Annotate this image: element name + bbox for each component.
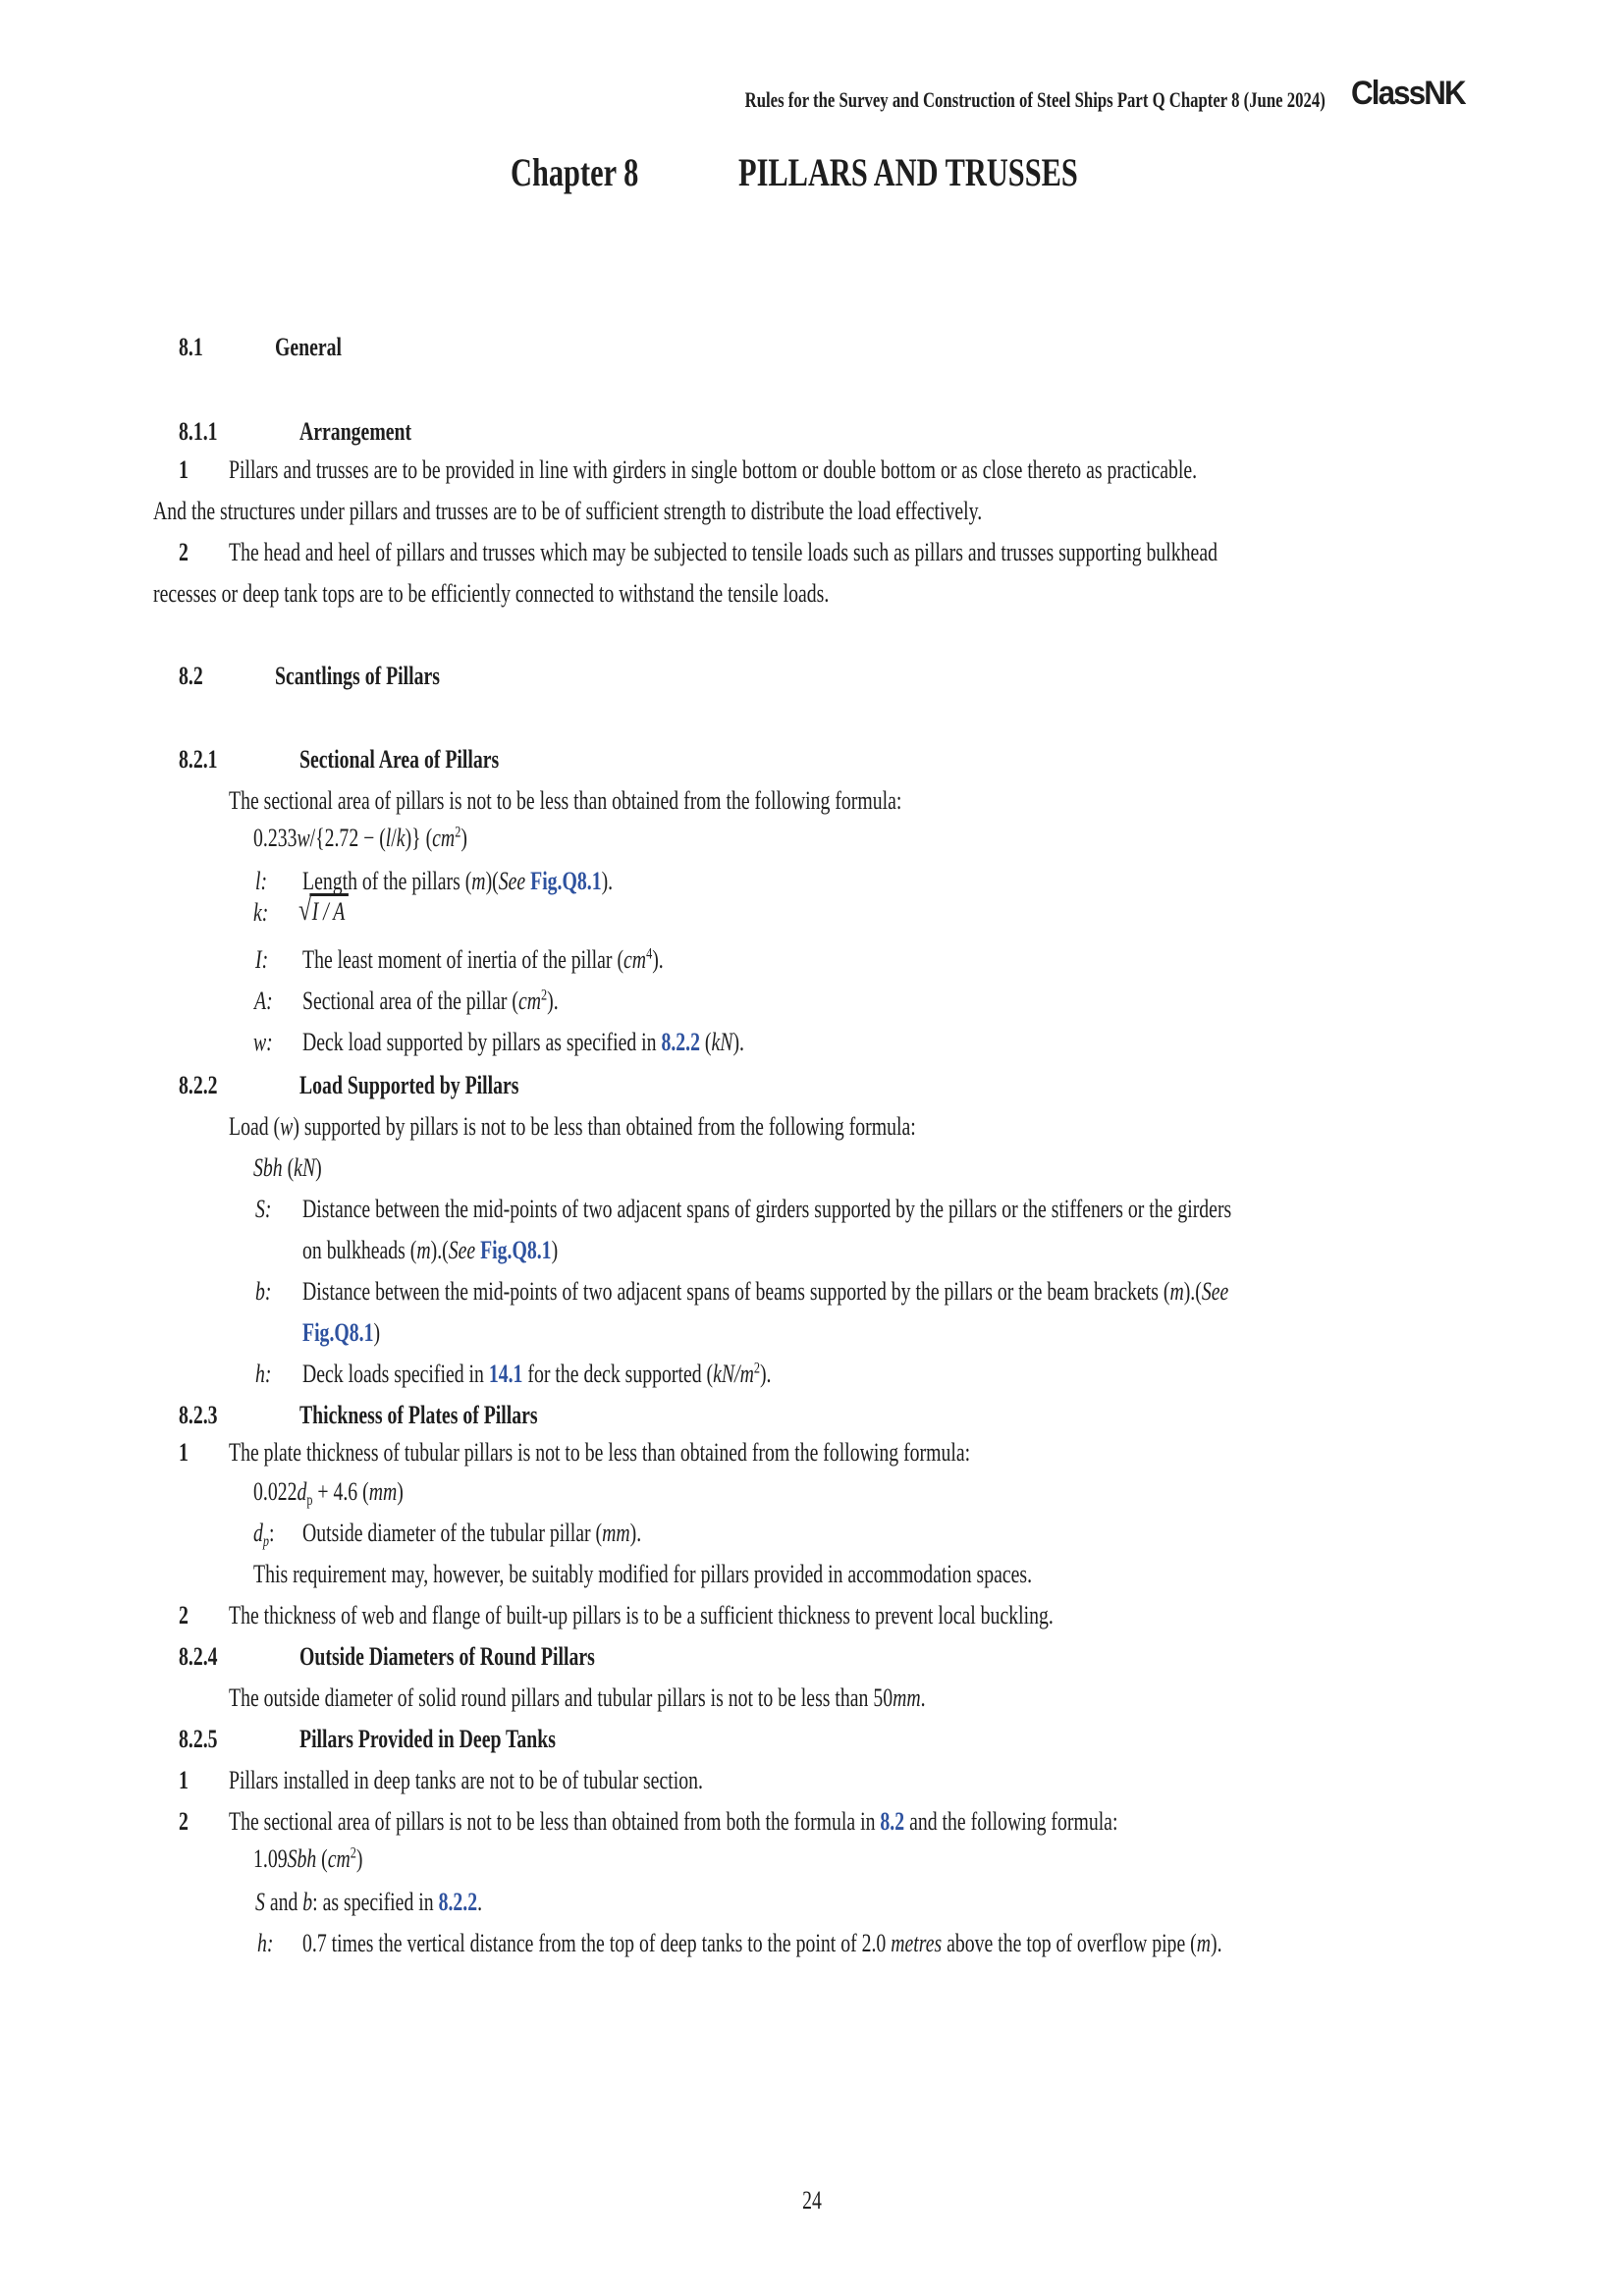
def-l-label: l: xyxy=(255,867,268,895)
def-I-label: I: xyxy=(255,945,269,974)
def-b-line2 xyxy=(302,1317,405,1349)
text-run: ( xyxy=(699,1028,712,1056)
text-run: ) xyxy=(315,1153,322,1182)
heading-8-1-title: General xyxy=(275,333,343,361)
def-S-line2 xyxy=(302,1235,638,1266)
text-run: above the top of overflow pipe ( xyxy=(942,1929,1197,1957)
text-run: on bulkheads ( xyxy=(302,1236,417,1264)
def-I-text xyxy=(302,944,778,976)
para-8-1-1-2-line1: The head and heel of pillars and trusses which may be subjected to tensile loads such as pillars and trusses supporting bulkhead xyxy=(229,538,1218,566)
text-run: ) xyxy=(373,1318,381,1347)
text-run: ) xyxy=(355,1844,363,1873)
var-w: w xyxy=(297,824,310,852)
heading-8-2-1-title: Sectional Area of Pillars xyxy=(299,745,500,774)
var-sbh: Sbh xyxy=(253,1153,283,1182)
text-run: )( xyxy=(485,867,499,895)
var-w: w xyxy=(280,1112,294,1141)
text-run: and xyxy=(264,1888,303,1916)
def-k-sqrt xyxy=(298,893,364,928)
text-run: ).( xyxy=(430,1236,449,1264)
heading-8-1-number: 8.1 xyxy=(179,333,203,361)
def-h2-label: h: xyxy=(257,1929,274,1957)
heading-8-2-3-title: Thickness of Plates of Pillars xyxy=(299,1401,538,1429)
def-h-label: h: xyxy=(255,1360,272,1388)
heading-8-2-2-title: Load Supported by Pillars xyxy=(299,1071,519,1099)
chapter-name: PILLARS AND TRUSSES xyxy=(738,150,1078,194)
heading-8-2-title: Scantlings of Pillars xyxy=(275,662,440,690)
text-run: /{2.72 − ( xyxy=(309,824,386,852)
def-A-label: A: xyxy=(254,987,273,1015)
text-run: Outside diameter of the tubular pillar ( xyxy=(302,1519,603,1547)
unit-kn: kN xyxy=(711,1028,733,1056)
formula-sectional-area xyxy=(253,823,535,854)
superscript: 2 xyxy=(455,824,461,841)
def-h2-text xyxy=(302,1928,1512,1959)
heading-8-2-4-title: Outside Diameters of Round Pillars xyxy=(299,1642,595,1671)
def-w-label: w: xyxy=(253,1028,273,1056)
def-S-b-text xyxy=(255,1887,554,1918)
def-b-label: b: xyxy=(255,1277,272,1306)
running-header-text: Rules for the Survey and Construction of Steel Ships Part Q Chapter 8 (June 2024) xyxy=(744,87,1326,112)
def-b-line1 xyxy=(302,1276,1521,1308)
para-8-1-1-1-line2: And the structures under pillars and trusses are to be of sufficient strength to distribute the load effectively. xyxy=(153,497,983,525)
para-8-2-3-note: This requirement may, however, be suitably modified for pillars provided in accommodation spaces. xyxy=(253,1560,1033,1588)
text-run: 0.7 times the vertical distance from the top of deep tanks to the point of 2.0 xyxy=(302,1929,892,1957)
def-dp-label xyxy=(253,1518,281,1549)
text-run: 0.233 xyxy=(253,824,298,852)
para-8-2-5-2-text xyxy=(229,1806,1398,1838)
text-run: Deck loads specified in xyxy=(302,1360,489,1388)
heading-8-2-2-number: 8.2.2 xyxy=(179,1071,218,1099)
text-run: ) xyxy=(460,824,467,852)
var-sbh: Sbh xyxy=(287,1844,317,1873)
subscript-p: p xyxy=(262,1532,270,1550)
text-run: and the following formula: xyxy=(904,1807,1118,1836)
unit-cm: cm xyxy=(518,987,542,1015)
text-run: Load ( xyxy=(229,1112,281,1141)
text-run: for the deck supported ( xyxy=(522,1360,714,1388)
unit-cm: cm xyxy=(623,945,647,974)
formula-plate-thickness xyxy=(253,1476,451,1508)
sqrt-radicand: I / A xyxy=(309,893,349,928)
formula-load-sbh xyxy=(253,1152,344,1184)
unit-cm: cm xyxy=(432,824,456,852)
def-k-label: k: xyxy=(253,898,269,927)
var-k: k xyxy=(396,824,406,852)
text-run: ) xyxy=(551,1236,559,1264)
para-8-2-3-1-number: 1 xyxy=(179,1438,189,1467)
var-d: d xyxy=(253,1519,263,1547)
xref-8-2[interactable]: 8.2 xyxy=(880,1807,905,1836)
text-run: . xyxy=(920,1683,926,1712)
var-S: S xyxy=(255,1888,265,1916)
xref-fig-q8-1[interactable]: Fig.Q8.1 xyxy=(480,1236,552,1264)
xref-fig-q8-1[interactable]: Fig.Q8.1 xyxy=(530,867,602,895)
superscript: 2 xyxy=(541,987,548,1004)
heading-8-2-5-title: Pillars Provided in Deep Tanks xyxy=(299,1725,556,1753)
para-8-2-2-intro xyxy=(229,1111,1133,1143)
text-run: : as specified in xyxy=(312,1888,439,1916)
unit-mm: mm xyxy=(368,1477,398,1506)
text-run: ). xyxy=(629,1519,642,1547)
para-8-1-1-2-line2: recesses or deep tank tops are to be efficiently connected to withstand the tensile loads. xyxy=(153,579,830,608)
text-run: Distance between the mid-points of two adjacent spans of beams supported by the pillars or the beam brackets ( xyxy=(302,1277,1170,1306)
var-d: d xyxy=(297,1477,307,1506)
def-S-label: S: xyxy=(255,1195,272,1223)
var-m: m xyxy=(1169,1277,1184,1306)
text-run: )} ( xyxy=(405,824,433,852)
classnk-logo: ClassNK xyxy=(1351,75,1465,112)
def-A-text xyxy=(302,986,639,1017)
def-w-text xyxy=(302,1027,884,1058)
xref-8-2-2[interactable]: 8.2.2 xyxy=(661,1028,700,1056)
page-number: 24 xyxy=(802,2186,822,2215)
text-see: See xyxy=(1201,1277,1229,1306)
var-m: m xyxy=(1196,1929,1212,1957)
text-run: 1.09 xyxy=(253,1844,288,1873)
page-header xyxy=(562,84,1326,116)
text-run: . xyxy=(477,1888,483,1916)
text-run: / xyxy=(391,824,397,852)
unit-mm: mm xyxy=(602,1519,630,1547)
def-S-line1: Distance between the mid-points of two adjacent spans of girders supported by the pillars or the stiffeners or the girders xyxy=(302,1195,1232,1223)
xref-14-1[interactable]: 14.1 xyxy=(488,1360,523,1388)
para-8-2-3-2-number: 2 xyxy=(179,1601,189,1629)
text-run: ). xyxy=(652,945,664,974)
text-run: ). xyxy=(601,867,614,895)
text-run: The outside diameter of solid round pillars and tubular pillars is not to be less than 50 xyxy=(229,1683,893,1712)
var-l: l xyxy=(385,824,392,852)
text-run: ). xyxy=(1211,1929,1222,1957)
heading-8-1-1-number: 8.1.1 xyxy=(179,417,218,446)
text-see: See xyxy=(448,1236,476,1264)
text-run: ) xyxy=(397,1477,404,1506)
var-m: m xyxy=(471,867,486,895)
text-run: Length of the pillars ( xyxy=(302,867,472,895)
var-b: b xyxy=(302,1888,313,1916)
unit-cm: cm xyxy=(327,1844,351,1873)
text-metres: metres xyxy=(891,1929,943,1957)
para-8-2-5-1-number: 1 xyxy=(179,1766,189,1794)
heading-8-2-5-number: 8.2.5 xyxy=(179,1725,218,1753)
def-dp-text xyxy=(302,1518,748,1549)
para-8-1-1-2-number: 2 xyxy=(179,538,189,566)
subscript-p: p xyxy=(306,1491,313,1509)
superscript: 2 xyxy=(753,1360,760,1377)
chapter-number: Chapter 8 xyxy=(511,150,639,194)
text-run: 0.022 xyxy=(253,1477,298,1506)
para-8-2-5-1-text: Pillars installed in deep tanks are not to be of tubular section. xyxy=(229,1766,703,1794)
text-run: Sectional area of the pillar ( xyxy=(302,987,519,1015)
heading-8-2-4-number: 8.2.4 xyxy=(179,1642,218,1671)
text-run: ( xyxy=(282,1153,295,1182)
formula-deep-tank-area xyxy=(253,1843,398,1875)
text-run: ( xyxy=(316,1844,328,1873)
para-8-2-5-2-number: 2 xyxy=(179,1807,189,1836)
def-h-text xyxy=(302,1359,919,1390)
text-run: ).( xyxy=(1183,1277,1202,1306)
text-see: See xyxy=(498,867,526,895)
para-8-1-1-1-line1: Pillars and trusses are to be provided in line with girders in single bottom or double bottom or as close thereto as practicable. xyxy=(229,455,1198,484)
para-8-2-3-1-text: The plate thickness of tubular pillars is not to be less than obtained from the following formula: xyxy=(229,1438,971,1467)
text-run: + 4.6 ( xyxy=(312,1477,369,1506)
sqrt-symbol: √ xyxy=(298,892,311,927)
xref-8-2-2[interactable]: 8.2.2 xyxy=(438,1888,478,1916)
heading-8-2-1-number: 8.2.1 xyxy=(179,745,218,774)
para-8-2-3-2-text: The thickness of web and flange of built-up pillars is to be a sufficient thickness to prevent local buckling. xyxy=(229,1601,1054,1629)
para-8-1-1-1-number: 1 xyxy=(179,455,189,484)
superscript: 2 xyxy=(350,1844,356,1862)
heading-8-1-1-title: Arrangement xyxy=(299,417,412,446)
para-8-2-4-text xyxy=(229,1682,1146,1714)
text-run: Deck load supported by pillars as specified in xyxy=(302,1028,662,1056)
text-run: : xyxy=(269,1519,275,1547)
unit-knm2: kN/m xyxy=(713,1360,754,1388)
xref-fig-q8-1[interactable]: Fig.Q8.1 xyxy=(302,1318,374,1347)
superscript: 4 xyxy=(646,945,653,963)
text-run: ). xyxy=(732,1028,745,1056)
text-run: The least moment of inertia of the pillar ( xyxy=(302,945,624,974)
unit-mm: mm xyxy=(893,1683,921,1712)
heading-8-2-number: 8.2 xyxy=(179,662,203,690)
var-m: m xyxy=(416,1236,431,1264)
text-run: ). xyxy=(547,987,559,1015)
text-run: ). xyxy=(759,1360,772,1388)
text-run: The sectional area of pillars is not to be less than obtained from both the formula in xyxy=(229,1807,881,1836)
heading-8-2-3-number: 8.2.3 xyxy=(179,1401,218,1429)
para-8-2-1-intro: The sectional area of pillars is not to be less than obtained from the following formula: xyxy=(229,786,902,815)
text-run: ) supported by pillars is not to be less than obtained from the following formula: xyxy=(293,1112,916,1141)
unit-kn: kN xyxy=(294,1153,316,1182)
